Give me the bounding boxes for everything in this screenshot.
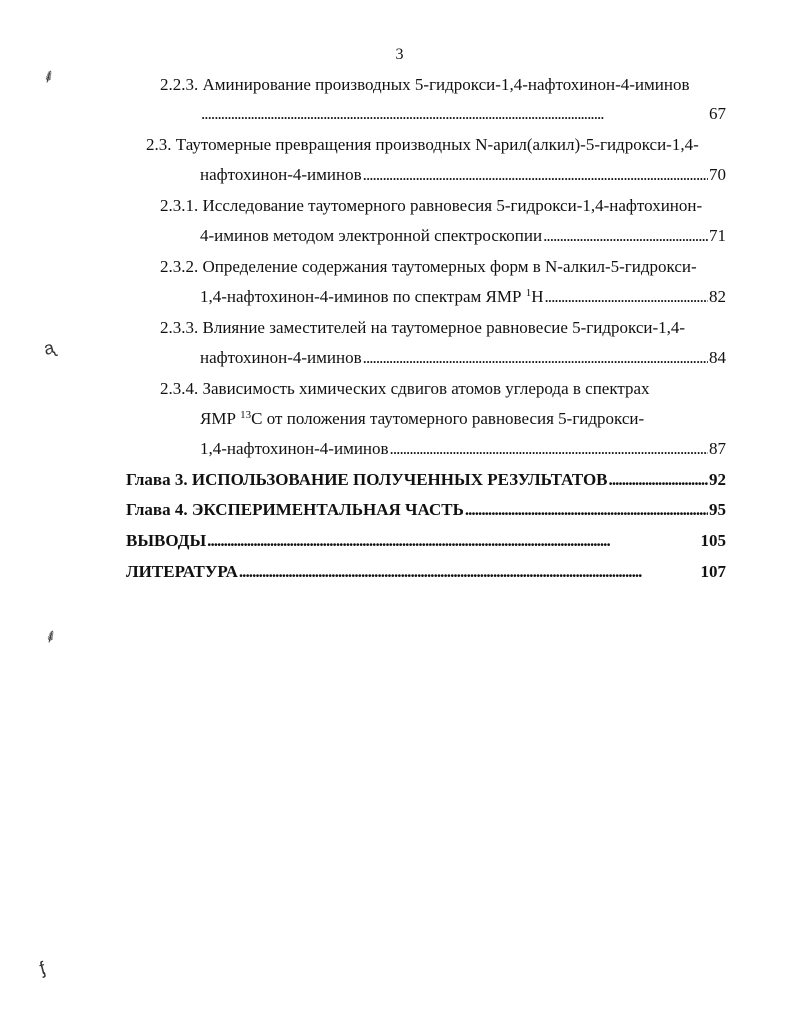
binding-mark-icon: ⸙ bbox=[39, 64, 59, 89]
toc-page-number: 67 bbox=[709, 104, 726, 123]
toc-num: 2.3. bbox=[146, 135, 172, 154]
dot-leader bbox=[201, 103, 708, 125]
toc-title: ЛИТЕРАТУРА bbox=[126, 562, 238, 581]
toc-entry-literature bbox=[126, 561, 726, 583]
superscript: 1 bbox=[525, 287, 532, 299]
toc-entry-2-3 bbox=[146, 134, 726, 156]
toc-title: нафтохинон-4-иминов bbox=[200, 348, 362, 367]
toc-title: Зависимость химических сдвигов атомов углерода в спектрах bbox=[202, 379, 650, 398]
toc-title: ВЫВОДЫ bbox=[126, 531, 207, 550]
dot-leader bbox=[363, 164, 708, 186]
toc-num: 2.3.3. bbox=[160, 318, 199, 337]
toc-entry-2-3-4 bbox=[160, 378, 726, 400]
toc-page-number: 82 bbox=[709, 287, 726, 306]
toc-entry-2-3-2-cont bbox=[200, 286, 726, 308]
toc-title: ЯМР bbox=[200, 409, 241, 428]
toc-page-number: 107 bbox=[700, 562, 726, 581]
toc-entry-2-3-1-cont bbox=[200, 225, 726, 247]
toc-title: Определение содержания таутомерных форм в N-алкил-5-гидрокси- bbox=[202, 257, 697, 276]
binding-mark-icon: ᶂ bbox=[37, 957, 48, 980]
dot-leader bbox=[207, 530, 699, 552]
toc-page-number: 70 bbox=[709, 165, 726, 184]
toc-entry-2-2-3-title bbox=[160, 74, 720, 96]
toc-title: Исследование таутомерного равновесия 5-гидрокси-1,4-нафтохинон- bbox=[202, 196, 703, 215]
toc-title: 4-иминов методом электронной спектроскопии bbox=[200, 226, 543, 245]
toc-page-number: 87 bbox=[709, 439, 726, 458]
page-number: 3 bbox=[395, 46, 404, 63]
toc-entry-conclusions bbox=[126, 530, 726, 552]
toc-entry-2-3-4-cont2 bbox=[200, 438, 726, 460]
toc-title: Влияние заместителей на таутомерное равновесие 5-гидрокси-1,4- bbox=[202, 318, 686, 337]
toc-entry-chapter-4 bbox=[126, 499, 726, 521]
dot-leader bbox=[239, 561, 700, 583]
toc-entry-2-3-2 bbox=[160, 256, 726, 278]
toc-num: 2.3.2. bbox=[160, 257, 199, 276]
dot-leader bbox=[609, 469, 708, 491]
toc-num: 2.2.3. bbox=[160, 75, 199, 94]
toc-num: 2.3.4. bbox=[160, 379, 199, 398]
toc-entry-2-3-1 bbox=[160, 195, 726, 217]
dot-leader bbox=[390, 438, 708, 460]
toc-title: нафтохинон-4-иминов bbox=[200, 165, 362, 184]
toc-entry-2-3-4-cont bbox=[200, 408, 726, 430]
dot-leader bbox=[363, 347, 708, 369]
toc-entry-chapter-3 bbox=[126, 469, 726, 491]
toc-title: Глава 4. ЭКСПЕРИМЕНТАЛЬНАЯ ЧАСТЬ bbox=[126, 500, 464, 519]
toc-title: Таутомерные превращения производных N-арил(алкил)-5-гидрокси-1,4- bbox=[175, 135, 699, 154]
toc-page-number: 92 bbox=[709, 470, 726, 489]
toc-entry-2-3-cont bbox=[200, 164, 726, 186]
toc-title: Глава 3. ИСПОЛЬЗОВАНИЕ ПОЛУЧЕННЫХ РЕЗУЛЬТАТОВ bbox=[126, 470, 608, 489]
toc-entry-2-2-3-leader bbox=[200, 103, 726, 125]
toc-title: Аминирование производных 5-гидрокси-1,4-нафтохинон-4-иминов bbox=[202, 75, 690, 94]
dot-leader bbox=[545, 286, 709, 308]
toc-page-number: 95 bbox=[709, 500, 726, 519]
superscript: 13 bbox=[240, 409, 252, 421]
dot-leader bbox=[465, 499, 708, 521]
binding-mark-icon: ᶏ bbox=[41, 337, 57, 360]
toc-title: С от положения таутомерного равновесия 5-гидрокси- bbox=[251, 409, 645, 428]
toc-page-number: 71 bbox=[709, 226, 726, 245]
toc-title: 1,4-нафтохинон-4-иминов bbox=[200, 439, 389, 458]
toc-entry-2-3-3-cont bbox=[200, 347, 726, 369]
toc-title: 1,4-нафтохинон-4-иминов по спектрам ЯМР bbox=[200, 287, 526, 306]
binding-mark-icon: ⸙ bbox=[41, 624, 61, 649]
toc-title: Н bbox=[531, 287, 544, 306]
toc-page-number: 105 bbox=[700, 531, 726, 550]
toc-num: 2.3.1. bbox=[160, 196, 199, 215]
toc-page-number: 84 bbox=[709, 348, 726, 367]
toc-entry-2-3-3 bbox=[160, 317, 726, 339]
dot-leader bbox=[543, 225, 708, 247]
